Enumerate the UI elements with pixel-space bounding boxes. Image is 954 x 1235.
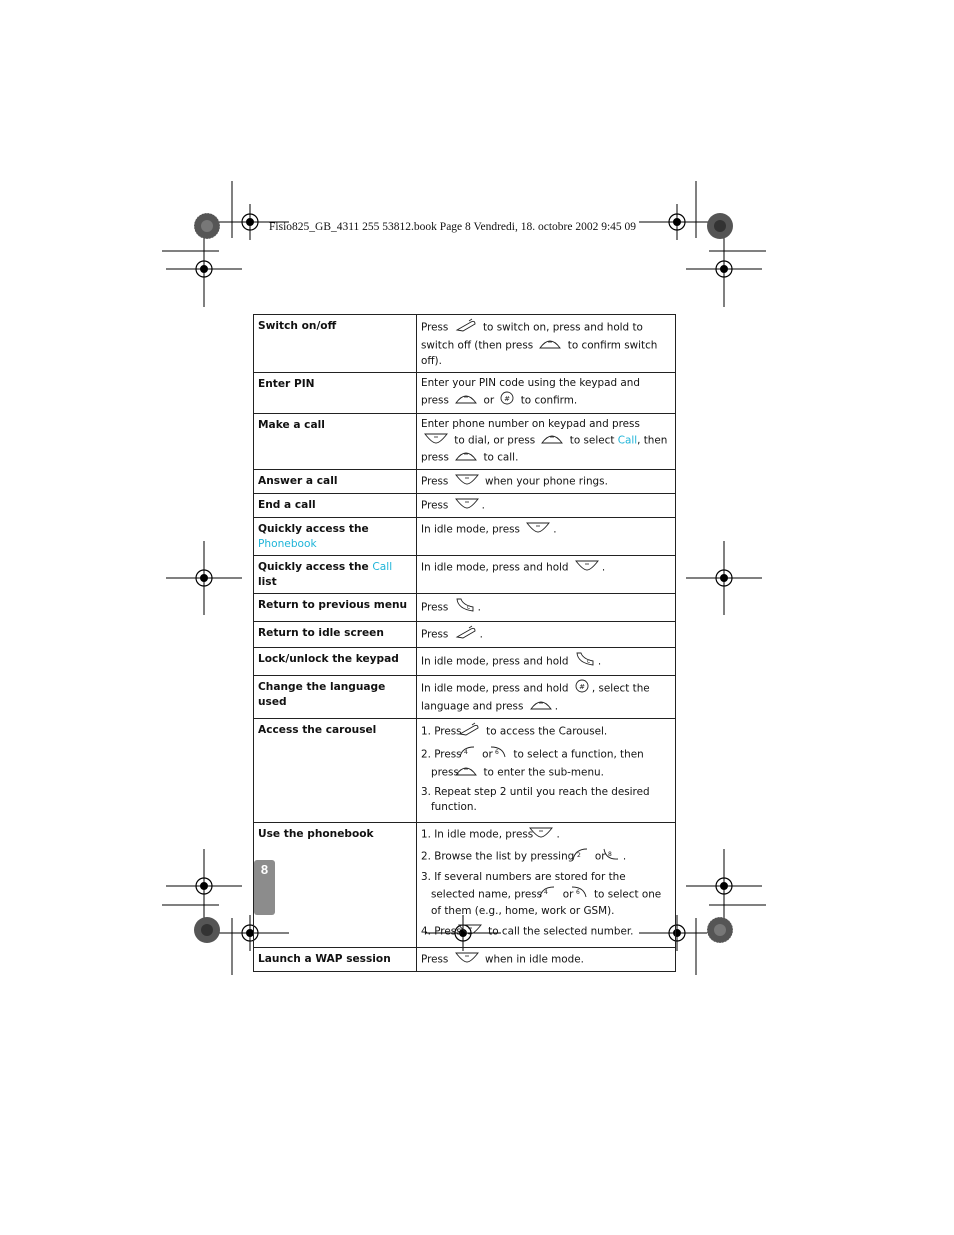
table-row (254, 676, 676, 719)
svg-text:4: 4 (544, 889, 549, 896)
action-cell: Change the language used (254, 676, 417, 719)
ok-softkey-icon (541, 432, 563, 449)
instruction-cell (417, 823, 676, 948)
call-key-icon (468, 923, 482, 940)
instruction-text: In idle mode, press (421, 523, 524, 536)
instruction-text: 3. Repeat step 2 until you reach the desired function. (421, 786, 650, 813)
call-key-icon (455, 497, 479, 514)
instruction-text: Enter phone number on keypad and press (421, 418, 640, 430)
instruction-text: or (480, 394, 498, 407)
instruction-text: or (591, 850, 609, 863)
instructions-table (253, 314, 676, 972)
menu-term: Phonebook (258, 538, 317, 550)
action-cell: Use the phonebook (254, 823, 417, 948)
ok-softkey-icon (465, 764, 477, 781)
instruction-text: . (554, 700, 559, 713)
action-label: Quickly access the (258, 561, 373, 573)
instruction-text: . (481, 499, 485, 512)
table-row (254, 594, 676, 622)
instruction-text: , select the language and press (421, 682, 650, 713)
action-cell: Enter PIN (254, 373, 417, 414)
step-item (421, 923, 671, 940)
table-row (254, 373, 676, 414)
table-row (254, 494, 676, 518)
table-row (254, 414, 676, 470)
instruction-text: to select (566, 434, 618, 447)
table-row (254, 315, 676, 373)
call-key-icon (575, 559, 599, 576)
svg-text:6: 6 (575, 889, 580, 896)
menu-term: Call (617, 434, 638, 447)
instruction-cell (417, 315, 676, 373)
instruction-text: 2. Press (421, 748, 465, 761)
instruction-cell (417, 676, 676, 719)
action-cell: Access the carousel (254, 719, 417, 823)
call-key-icon (424, 432, 448, 449)
instruction-text: . (477, 601, 481, 614)
step-item (421, 722, 671, 741)
instruction-cell (417, 594, 676, 622)
steps-list (421, 722, 671, 815)
instruction-text: Enter your PIN code using the keypad and press (421, 377, 640, 407)
svg-text:c: c (586, 658, 591, 665)
instruction-text: to select a function, then press (431, 748, 644, 779)
table-row (254, 622, 676, 648)
table-row (254, 823, 676, 948)
call-key-icon (539, 826, 553, 843)
up-nav-icon (576, 847, 589, 866)
action-cell: Make a call (254, 414, 417, 470)
instruction-text: 1. Press (421, 725, 465, 738)
right-nav-icon (495, 745, 507, 764)
call-key-icon (526, 521, 550, 538)
ok-softkey-icon (539, 337, 561, 354)
instruction-cell (417, 373, 676, 414)
right-nav-icon (575, 885, 588, 904)
instruction-text: Press (421, 953, 452, 966)
step-item (421, 826, 671, 843)
instruction-cell (417, 494, 676, 518)
left-nav-icon (463, 745, 476, 764)
instruction-text: or (478, 748, 497, 761)
action-cell: Switch on/off (254, 315, 417, 373)
instruction-text: . (601, 561, 606, 574)
instruction-cell (417, 470, 676, 494)
power-key-icon (468, 722, 480, 741)
action-cell: Launch a WAP session (254, 948, 417, 972)
instruction-text: 4. Press (421, 925, 465, 938)
table-row (254, 719, 676, 823)
page-number: 8 (260, 862, 269, 877)
print-header: Fisio825_GB_4311 255 53812.book Page 8 Vendredi, 18. octobre 2002 9:45 09 (269, 221, 637, 233)
hash-key-icon (575, 679, 589, 698)
ok-softkey-icon (455, 449, 477, 466)
steps-list (421, 826, 671, 940)
instruction-text: to confirm switch off). (421, 339, 658, 367)
instruction-text: 3. If several numbers are stored for the selected name, press (421, 871, 626, 901)
table-row (254, 948, 676, 972)
table-row (254, 648, 676, 676)
step-item (421, 870, 671, 919)
svg-text:4: 4 (463, 749, 468, 756)
instruction-text: , then press (421, 434, 668, 464)
back-key-icon (575, 651, 595, 672)
instruction-text: 2. Browse the list by pressing (421, 850, 578, 863)
table-row (254, 470, 676, 494)
instruction-cell (417, 414, 676, 470)
call-key-icon (455, 473, 479, 490)
instruction-text: to dial, or press (451, 434, 539, 447)
instruction-text: In idle mode, press and hold (421, 561, 572, 574)
instruction-text: when your phone rings. (481, 475, 608, 488)
hash-key-icon (500, 391, 514, 410)
instruction-text: or (559, 888, 577, 901)
instruction-text: . (597, 655, 602, 668)
call-key-icon (455, 951, 479, 968)
instruction-text: to call. (480, 451, 519, 464)
instruction-text: Press (421, 475, 452, 488)
instruction-text: . (479, 628, 483, 641)
back-key-icon (455, 597, 475, 618)
instruction-text: In idle mode, press and hold (421, 655, 572, 668)
svg-text:c: c (466, 604, 470, 611)
table-row (254, 518, 676, 556)
svg-text:8: 8 (607, 851, 612, 858)
instruction-text: Press (421, 628, 452, 641)
left-nav-icon (544, 885, 556, 904)
instruction-text: to select one of them (e.g., home, work or GSM). (431, 888, 662, 917)
instruction-cell (417, 719, 676, 823)
instruction-text: 1. In idle mode, press (421, 828, 537, 841)
action-cell: Answer a call (254, 470, 417, 494)
action-label: Quickly access the (258, 523, 369, 535)
action-cell (254, 556, 417, 594)
ok-softkey-icon (455, 392, 477, 409)
ok-softkey-icon (530, 698, 552, 715)
svg-text:#: # (578, 683, 585, 691)
instruction-cell (417, 518, 676, 556)
instruction-cell (417, 948, 676, 972)
instruction-text: to enter the sub-menu. (480, 766, 604, 779)
step-item (421, 785, 671, 815)
instruction-text: Press (421, 601, 452, 614)
action-cell: Return to previous menu (254, 594, 417, 622)
action-cell (254, 518, 417, 556)
action-label: list (258, 576, 277, 588)
instruction-text: . (553, 523, 557, 536)
power-key-icon (455, 318, 477, 337)
instruction-text: Press (421, 499, 452, 512)
step-item (421, 745, 671, 781)
instruction-text: to call the selected number. (484, 925, 634, 938)
svg-text:2: 2 (576, 852, 581, 859)
svg-text:6: 6 (495, 749, 499, 756)
svg-text:#: # (504, 395, 511, 403)
power-key-icon (455, 625, 477, 644)
action-cell: Return to idle screen (254, 622, 417, 648)
instruction-text: . (622, 850, 627, 863)
action-cell: Lock/unlock the keypad (254, 648, 417, 676)
instruction-cell (417, 622, 676, 648)
instruction-text: when in idle mode. (481, 953, 584, 966)
instruction-text: to switch on, press and hold to switch off (then press (421, 321, 643, 352)
instruction-text: to access the Carousel. (482, 725, 608, 738)
instruction-cell (417, 556, 676, 594)
menu-term: Call (372, 561, 393, 573)
step-item (421, 847, 671, 866)
table-row (254, 556, 676, 594)
instruction-text: In idle mode, press and hold (421, 682, 572, 695)
down-nav-icon (607, 847, 620, 866)
instruction-cell (417, 648, 676, 676)
instruction-text: . (556, 828, 560, 841)
action-cell: End a call (254, 494, 417, 518)
instruction-text: to confirm. (517, 394, 578, 407)
instruction-text: Press (421, 321, 452, 334)
